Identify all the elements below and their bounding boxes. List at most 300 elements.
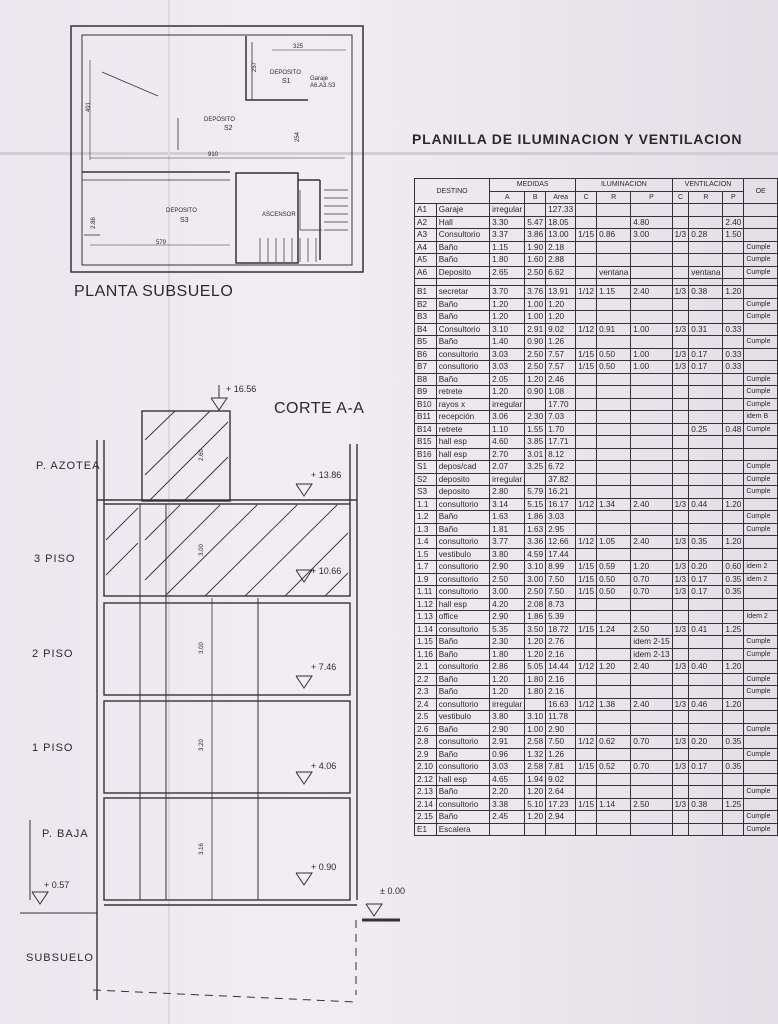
table-cell: 0.50 bbox=[597, 573, 631, 586]
table-cell: 1/12 bbox=[576, 498, 597, 511]
table-cell: ventana bbox=[597, 266, 631, 279]
table-cell: 0.25 bbox=[689, 423, 723, 436]
table-cell: 1/3 bbox=[672, 348, 689, 361]
table-cell: 2.16 bbox=[546, 648, 576, 661]
table-cell: 1.20 bbox=[490, 673, 525, 686]
table-cell: 0.50 bbox=[597, 586, 631, 599]
table-cell bbox=[415, 279, 437, 286]
table-cell: hall esp bbox=[436, 448, 489, 461]
table-row bbox=[415, 398, 778, 411]
table-cell: 5.15 bbox=[525, 498, 546, 511]
table-cell: 0.17 bbox=[689, 761, 723, 774]
table-cell: 1.20 bbox=[546, 298, 576, 311]
elev-sub: + 0.57 bbox=[44, 880, 70, 890]
table-cell bbox=[744, 448, 778, 461]
table-cell bbox=[672, 598, 689, 611]
table-cell: Baño bbox=[436, 673, 489, 686]
table-cell bbox=[723, 279, 744, 286]
table-cell: 3.10 bbox=[490, 323, 525, 336]
table-cell bbox=[597, 611, 631, 624]
table-cell: 2.6 bbox=[415, 723, 437, 736]
table-cell: 1/3 bbox=[672, 323, 689, 336]
table-cell: B9 bbox=[415, 386, 437, 399]
table-cell bbox=[576, 711, 597, 724]
table-cell: 1.81 bbox=[490, 523, 525, 536]
table-cell bbox=[672, 373, 689, 386]
table-cell: 1/3 bbox=[672, 536, 689, 549]
table-cell bbox=[576, 461, 597, 474]
table-cell bbox=[672, 636, 689, 649]
table-cell: 12.66 bbox=[546, 536, 576, 549]
table-cell: 7.57 bbox=[546, 361, 576, 374]
table-cell: Baño bbox=[436, 336, 489, 349]
table-cell bbox=[597, 473, 631, 486]
table-cell: Consultorio bbox=[436, 229, 489, 242]
table-cell bbox=[689, 548, 723, 561]
table-cell bbox=[744, 736, 778, 749]
table-cell: 17.70 bbox=[546, 398, 576, 411]
table-cell: 2.5 bbox=[415, 711, 437, 724]
level-azotea: P. AZOTEA bbox=[36, 460, 101, 472]
table-cell: 1.38 bbox=[597, 698, 631, 711]
table-row bbox=[415, 498, 778, 511]
table-cell: 1.24 bbox=[597, 623, 631, 636]
table-cell: 0.17 bbox=[689, 573, 723, 586]
table-cell: 2.70 bbox=[490, 448, 525, 461]
table-cell: 1.20 bbox=[525, 811, 546, 824]
table-cell: idem 2-15 bbox=[631, 636, 672, 649]
table-cell: 1.25 bbox=[723, 623, 744, 636]
table-cell bbox=[723, 373, 744, 386]
table-cell bbox=[631, 773, 672, 786]
header-col: B bbox=[525, 191, 546, 204]
table-cell bbox=[689, 523, 723, 536]
table-cell: 3.00 bbox=[631, 229, 672, 242]
table-cell bbox=[546, 279, 576, 286]
table-cell bbox=[723, 548, 744, 561]
table-cell: B7 bbox=[415, 361, 437, 374]
dim-s1: 257 bbox=[252, 61, 259, 73]
table-cell bbox=[689, 204, 723, 217]
table-cell bbox=[597, 548, 631, 561]
table-cell: Cumple bbox=[744, 511, 778, 524]
dim-254: 254 bbox=[295, 131, 302, 143]
table-cell bbox=[576, 423, 597, 436]
table-cell: 1.3 bbox=[415, 523, 437, 536]
table-row bbox=[415, 254, 778, 267]
table-cell: 1.70 bbox=[546, 423, 576, 436]
table-cell: 4.59 bbox=[525, 548, 546, 561]
table-cell bbox=[723, 773, 744, 786]
table-cell: 16.63 bbox=[546, 698, 576, 711]
dim-left: 491 bbox=[86, 101, 93, 113]
table-cell: Baño bbox=[436, 311, 489, 324]
table-cell: 1/12 bbox=[576, 286, 597, 299]
table-cell: 5.47 bbox=[525, 216, 546, 229]
table-cell: Cumple bbox=[744, 648, 778, 661]
table-cell: 1/15 bbox=[576, 561, 597, 574]
table-row bbox=[415, 548, 778, 561]
table-cell bbox=[631, 811, 672, 824]
table-cell bbox=[672, 548, 689, 561]
table-cell: consultorio bbox=[436, 736, 489, 749]
table-cell bbox=[631, 823, 672, 836]
table-cell bbox=[689, 636, 723, 649]
table-row bbox=[415, 386, 778, 399]
table-cell: Cumple bbox=[744, 423, 778, 436]
table-cell bbox=[576, 216, 597, 229]
table-cell: 1.20 bbox=[723, 698, 744, 711]
elev-2: + 7.46 bbox=[311, 662, 337, 672]
table-cell: consultorio bbox=[436, 573, 489, 586]
table-cell bbox=[672, 436, 689, 449]
table-row bbox=[415, 811, 778, 824]
table-cell: A3 bbox=[415, 229, 437, 242]
table-cell bbox=[723, 386, 744, 399]
table-cell: Baño bbox=[436, 254, 489, 267]
table-cell: Cumple bbox=[744, 473, 778, 486]
room-s2-code: S2 bbox=[224, 125, 233, 132]
table-row bbox=[415, 648, 778, 661]
table-cell bbox=[631, 548, 672, 561]
table-cell: vestibulo bbox=[436, 711, 489, 724]
table-cell: 2.58 bbox=[525, 761, 546, 774]
table-cell: 1.20 bbox=[525, 648, 546, 661]
table-row bbox=[415, 673, 778, 686]
table-cell: 2.4 bbox=[415, 698, 437, 711]
header-obs: OE bbox=[744, 179, 778, 204]
table-cell: 0.50 bbox=[597, 361, 631, 374]
table-cell: 1/3 bbox=[672, 573, 689, 586]
table-cell: 4.65 bbox=[490, 773, 525, 786]
table-cell bbox=[723, 204, 744, 217]
table-cell bbox=[689, 598, 723, 611]
dim-mid: 910 bbox=[208, 152, 219, 158]
table-cell: 0.35 bbox=[689, 536, 723, 549]
table-cell bbox=[672, 711, 689, 724]
table-cell bbox=[744, 204, 778, 217]
table-row bbox=[415, 523, 778, 536]
table-cell: 17.44 bbox=[546, 548, 576, 561]
table-cell bbox=[689, 311, 723, 324]
table-cell: B2 bbox=[415, 298, 437, 311]
header-destino: DESTINO bbox=[415, 179, 490, 204]
table-cell: 1.60 bbox=[525, 254, 546, 267]
elev-azotea: + 13.86 bbox=[311, 470, 342, 480]
stair-tower-block bbox=[142, 411, 230, 501]
table-cell: 3.38 bbox=[490, 798, 525, 811]
table-cell: 1.25 bbox=[723, 798, 744, 811]
table-cell: 2.90 bbox=[490, 561, 525, 574]
table-cell: 9.02 bbox=[546, 323, 576, 336]
table-row bbox=[415, 536, 778, 549]
table-cell: 2.18 bbox=[546, 241, 576, 254]
table-cell: 3.14 bbox=[490, 498, 525, 511]
table-cell: 0.35 bbox=[723, 736, 744, 749]
table-cell: 3.76 bbox=[525, 286, 546, 299]
table-cell: 1/15 bbox=[576, 798, 597, 811]
table-cell: 1.80 bbox=[490, 254, 525, 267]
table-cell: 2.50 bbox=[525, 361, 546, 374]
table-row bbox=[415, 636, 778, 649]
table-cell bbox=[576, 723, 597, 736]
room-s1-code: S1 bbox=[282, 78, 291, 85]
table-cell: Baño bbox=[436, 523, 489, 536]
table-cell bbox=[546, 823, 576, 836]
table-row bbox=[415, 241, 778, 254]
table-cell bbox=[597, 811, 631, 824]
table-cell: 0.40 bbox=[689, 661, 723, 674]
table-cell bbox=[689, 648, 723, 661]
table-cell: 0.59 bbox=[597, 561, 631, 574]
table-cell: 1/12 bbox=[576, 736, 597, 749]
table-cell bbox=[597, 748, 631, 761]
table-cell: consultorio bbox=[436, 348, 489, 361]
table-cell bbox=[689, 511, 723, 524]
table-cell: Hall bbox=[436, 216, 489, 229]
table-cell bbox=[576, 673, 597, 686]
table-cell bbox=[689, 336, 723, 349]
table-cell bbox=[631, 673, 672, 686]
header-vent: VENTILACION bbox=[672, 179, 744, 192]
table-cell: 2.45 bbox=[490, 811, 525, 824]
table-cell bbox=[672, 611, 689, 624]
table-cell: 0.17 bbox=[689, 348, 723, 361]
table-cell: 1.11 bbox=[415, 586, 437, 599]
table-cell bbox=[723, 266, 744, 279]
table-cell bbox=[525, 473, 546, 486]
table-cell bbox=[689, 386, 723, 399]
table-cell bbox=[576, 636, 597, 649]
table-cell: 3.36 bbox=[525, 536, 546, 549]
level-1: 1 PISO bbox=[32, 742, 74, 754]
table-cell: 3.03 bbox=[490, 348, 525, 361]
table-cell: consultorio bbox=[436, 536, 489, 549]
table-cell: Baño bbox=[436, 686, 489, 699]
elev-1: + 4.06 bbox=[311, 761, 337, 771]
table-row bbox=[415, 748, 778, 761]
table-cell: 2.88 bbox=[546, 254, 576, 267]
table-cell bbox=[576, 398, 597, 411]
table-cell: 0.17 bbox=[689, 361, 723, 374]
table-cell: irregular bbox=[490, 398, 525, 411]
table-cell: 1/3 bbox=[672, 286, 689, 299]
table-cell: Baño bbox=[436, 511, 489, 524]
table-row bbox=[415, 298, 778, 311]
table-row bbox=[415, 711, 778, 724]
table-cell: 1.10 bbox=[490, 423, 525, 436]
table-cell bbox=[597, 298, 631, 311]
table-cell bbox=[631, 436, 672, 449]
table-cell: 3.30 bbox=[490, 216, 525, 229]
table-row bbox=[415, 586, 778, 599]
table-row bbox=[415, 736, 778, 749]
table-cell: 1/3 bbox=[672, 798, 689, 811]
table-row bbox=[415, 761, 778, 774]
table-cell: 6.62 bbox=[546, 266, 576, 279]
table-cell bbox=[672, 386, 689, 399]
table-cell: 2.94 bbox=[546, 811, 576, 824]
table-cell bbox=[723, 311, 744, 324]
table-cell bbox=[597, 436, 631, 449]
table-cell bbox=[723, 723, 744, 736]
table-cell: 2.30 bbox=[490, 636, 525, 649]
table-cell: Cumple bbox=[744, 823, 778, 836]
table-cell: 3.77 bbox=[490, 536, 525, 549]
table-cell: 0.38 bbox=[689, 798, 723, 811]
table-row bbox=[415, 786, 778, 799]
table-cell bbox=[689, 686, 723, 699]
table-cell bbox=[525, 204, 546, 217]
table-cell bbox=[597, 511, 631, 524]
table-cell bbox=[597, 216, 631, 229]
table-cell: irregular bbox=[490, 698, 525, 711]
table-cell: 2.8 bbox=[415, 736, 437, 749]
table-cell bbox=[672, 473, 689, 486]
height-3: 3.00 bbox=[198, 642, 205, 654]
table-cell: consultorio bbox=[436, 698, 489, 711]
height-5: 3.16 bbox=[198, 843, 205, 855]
table-cell: B6 bbox=[415, 348, 437, 361]
table-cell: 3.80 bbox=[490, 711, 525, 724]
table-cell bbox=[525, 823, 546, 836]
table-cell: Cumple bbox=[744, 486, 778, 499]
table-cell: Baño bbox=[436, 241, 489, 254]
table-cell bbox=[723, 748, 744, 761]
table-cell: 2.3 bbox=[415, 686, 437, 699]
elev-top: + 16.56 bbox=[226, 384, 257, 394]
table-cell: 1.20 bbox=[490, 686, 525, 699]
table-cell: 2.16 bbox=[546, 673, 576, 686]
table-cell bbox=[631, 298, 672, 311]
table-row bbox=[415, 473, 778, 486]
header-col: C bbox=[576, 191, 597, 204]
table-cell bbox=[597, 461, 631, 474]
table-cell: 1.20 bbox=[723, 661, 744, 674]
table-cell bbox=[576, 523, 597, 536]
table-cell bbox=[723, 811, 744, 824]
table-cell bbox=[631, 204, 672, 217]
table-cell: 1.80 bbox=[490, 648, 525, 661]
table-cell bbox=[597, 386, 631, 399]
elev-pb: + 0.90 bbox=[311, 862, 337, 872]
table-cell: 1/12 bbox=[576, 661, 597, 674]
table-cell: Garaje bbox=[436, 204, 489, 217]
table-cell bbox=[576, 473, 597, 486]
table-cell: B1 bbox=[415, 286, 437, 299]
table-cell bbox=[744, 498, 778, 511]
table-cell: 2.14 bbox=[415, 798, 437, 811]
table-cell: 5.35 bbox=[490, 623, 525, 636]
table-cell: 0.33 bbox=[723, 348, 744, 361]
table-cell: irregular bbox=[490, 473, 525, 486]
table-cell bbox=[576, 686, 597, 699]
table-cell: 1/15 bbox=[576, 586, 597, 599]
table-cell bbox=[672, 311, 689, 324]
table-cell bbox=[723, 636, 744, 649]
table-cell bbox=[597, 773, 631, 786]
table-cell: 2.80 bbox=[490, 486, 525, 499]
table-cell: idem B bbox=[744, 411, 778, 424]
table-cell: 5.79 bbox=[525, 486, 546, 499]
table-cell bbox=[631, 386, 672, 399]
table-cell: 1.20 bbox=[525, 373, 546, 386]
table-cell: Baño bbox=[436, 723, 489, 736]
table-cell: 1.00 bbox=[525, 723, 546, 736]
table-cell: 1/15 bbox=[576, 361, 597, 374]
height-4: 3.20 bbox=[198, 739, 205, 751]
table-cell bbox=[576, 611, 597, 624]
table-cell: 14.44 bbox=[546, 661, 576, 674]
table-cell: consultorio bbox=[436, 361, 489, 374]
table-row bbox=[415, 229, 778, 242]
table-cell: 8.73 bbox=[546, 598, 576, 611]
table-row bbox=[415, 336, 778, 349]
table-cell bbox=[723, 486, 744, 499]
table-cell bbox=[597, 411, 631, 424]
table-cell: Baño bbox=[436, 748, 489, 761]
header-col: C bbox=[672, 191, 689, 204]
table-cell bbox=[576, 436, 597, 449]
table-row bbox=[415, 723, 778, 736]
table-cell bbox=[723, 448, 744, 461]
table-cell: 2.90 bbox=[490, 723, 525, 736]
table-cell bbox=[744, 773, 778, 786]
elev-zero: ± 0.00 bbox=[380, 886, 405, 896]
table-cell: 1.86 bbox=[525, 511, 546, 524]
table-cell: 7.50 bbox=[546, 573, 576, 586]
table-cell bbox=[597, 423, 631, 436]
table-cell bbox=[672, 279, 689, 286]
table-cell: 16.17 bbox=[546, 498, 576, 511]
table-cell: 1.13 bbox=[415, 611, 437, 624]
table-row bbox=[415, 204, 778, 217]
table-cell: 4.20 bbox=[490, 598, 525, 611]
table-cell: 4.60 bbox=[490, 436, 525, 449]
table-cell: 17.71 bbox=[546, 436, 576, 449]
table-cell: 1/3 bbox=[672, 586, 689, 599]
table-cell bbox=[631, 448, 672, 461]
table-cell bbox=[744, 798, 778, 811]
table-cell: 0.50 bbox=[597, 348, 631, 361]
table-cell: 0.28 bbox=[689, 229, 723, 242]
table-cell bbox=[631, 398, 672, 411]
table-cell: Cumple bbox=[744, 298, 778, 311]
table-cell: 1.15 bbox=[597, 286, 631, 299]
table-cell bbox=[689, 473, 723, 486]
table-cell: retrete bbox=[436, 423, 489, 436]
table-cell bbox=[689, 673, 723, 686]
table-cell: Cumple bbox=[744, 673, 778, 686]
table-cell bbox=[597, 686, 631, 699]
table-cell: 8.12 bbox=[546, 448, 576, 461]
table-cell: A4 bbox=[415, 241, 437, 254]
table-cell: Cumple bbox=[744, 523, 778, 536]
table-cell: 1.86 bbox=[525, 611, 546, 624]
table-cell: B10 bbox=[415, 398, 437, 411]
table-cell: 2.91 bbox=[490, 736, 525, 749]
table-cell: 1/12 bbox=[576, 323, 597, 336]
table-cell bbox=[597, 448, 631, 461]
table-cell: 2.2 bbox=[415, 673, 437, 686]
table-cell: 1.20 bbox=[546, 311, 576, 324]
table-cell bbox=[597, 336, 631, 349]
table-cell: 7.03 bbox=[546, 411, 576, 424]
table-cell: 0.17 bbox=[689, 586, 723, 599]
table-cell bbox=[723, 823, 744, 836]
section-title: CORTE A-A bbox=[274, 400, 365, 417]
table-cell: 1.20 bbox=[597, 661, 631, 674]
